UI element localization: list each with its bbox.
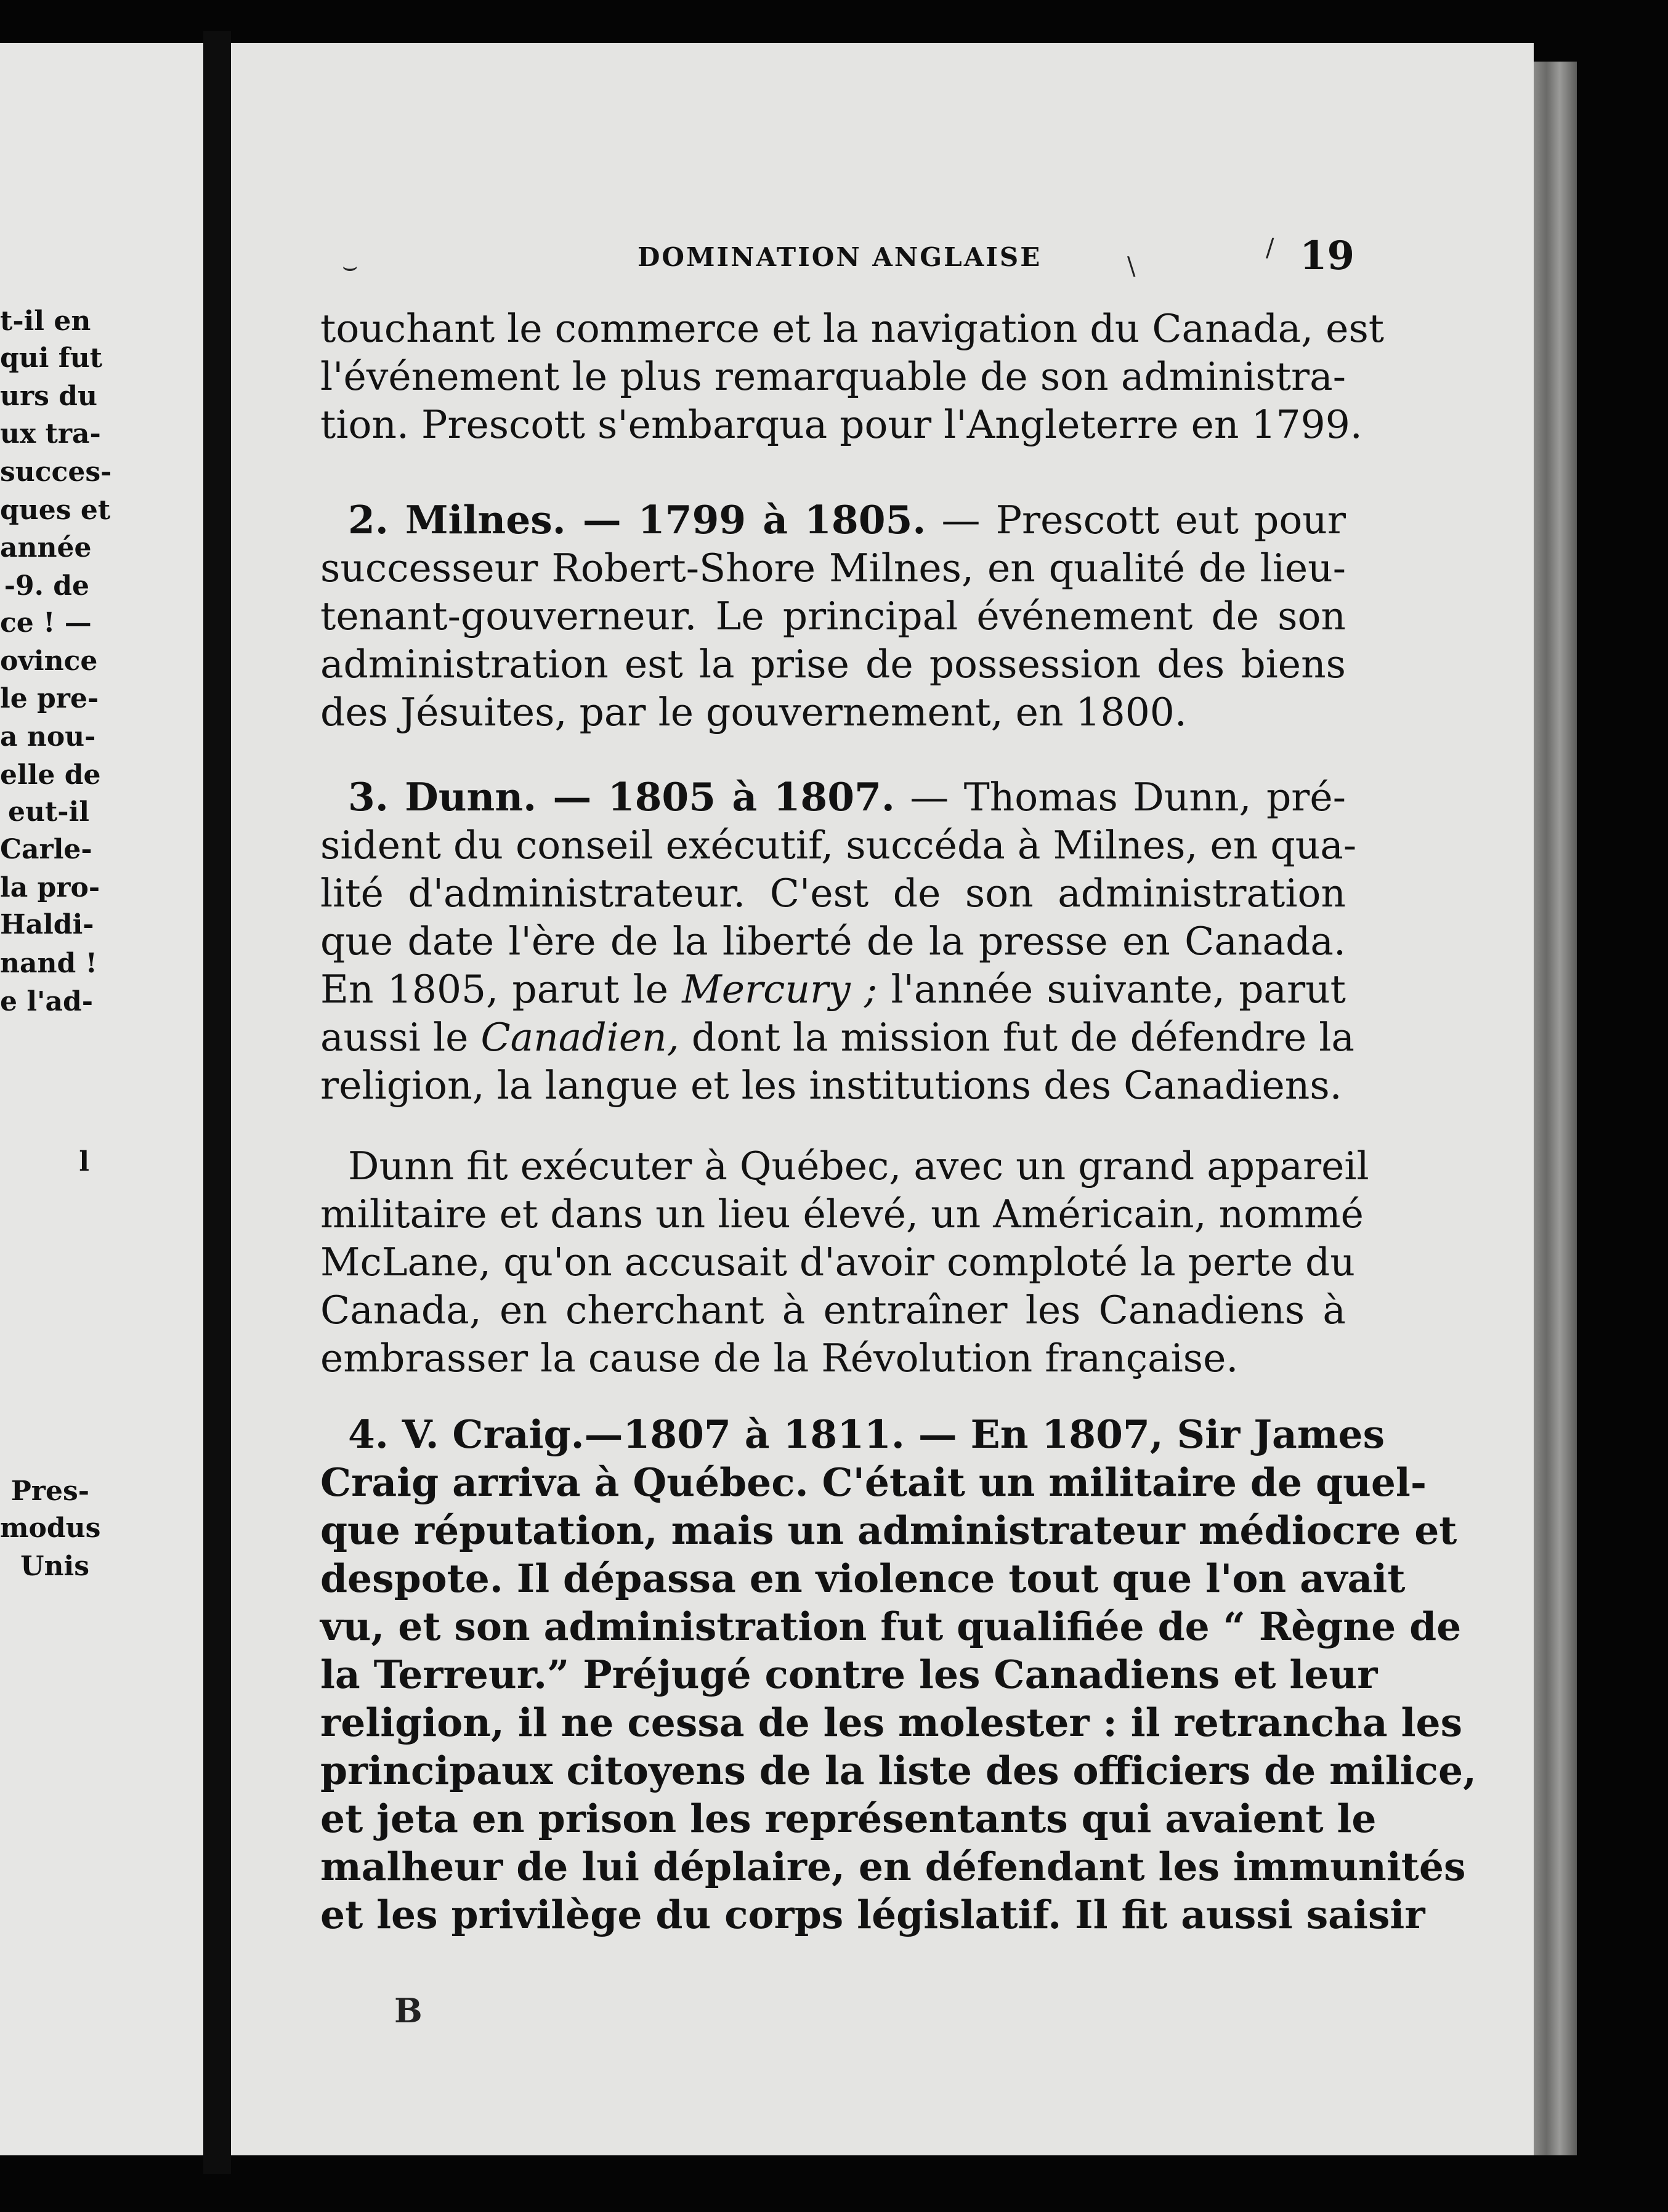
- text-line: lité d'administrateur. C'est de son administration: [320, 871, 1346, 916]
- text-line: tion. Prescott s'embarqua pour l'Angleterre en 1799.: [320, 402, 1362, 447]
- text-line: 2. Milnes. — 1799 à 1805. — Prescott eut pour: [348, 497, 1346, 543]
- text-line: et jeta en prison les représentants qui avaient le: [320, 1796, 1377, 1841]
- text-line: sident du conseil exécutif, succéda à Milnes, en qua-: [320, 823, 1357, 868]
- left-page-fragment: a nou-: [0, 721, 96, 753]
- left-page-fragment: le pre-: [0, 683, 99, 714]
- section-craig: [320, 1410, 1477, 1939]
- text-line: principaux citoyens de la liste des officiers de milice,: [320, 1748, 1477, 1793]
- left-page-fragment: Unis: [20, 1551, 89, 1582]
- left-page-fragment: eut-il: [8, 796, 89, 828]
- text-line: Canada, en cherchant à entraîner les Canadiens à: [320, 1288, 1346, 1333]
- page-edge: [1534, 62, 1577, 2155]
- text-line: et les privilège du corps législatif. Il fit aussi saisir: [320, 1892, 1425, 1937]
- ink-mark: ⌣: [342, 252, 358, 281]
- left-page-fragment: Haldi-: [0, 909, 94, 940]
- left-page-fragment: ques et: [0, 494, 111, 526]
- left-page-fragment: modus: [0, 1512, 101, 1544]
- left-page-fragment: année: [0, 532, 92, 563]
- left-page-fragment: ce ! —: [0, 607, 92, 639]
- text-line: des Jésuites, par le gouvernement, en 1800.: [320, 690, 1187, 735]
- left-page-fragment: qui fut: [0, 342, 103, 374]
- text-line: 3. Dunn. — 1805 à 1807. — Thomas Dunn, pré-: [348, 774, 1346, 820]
- text-line: que date l'ère de la liberté de la presse en Canada.: [320, 919, 1346, 964]
- left-page-fragment: ovince: [0, 645, 98, 677]
- running-title: DOMINATION ANGLAISE: [638, 242, 1042, 272]
- text-line: McLane, qu'on accusait d'avoir comploté la perte du: [320, 1240, 1355, 1285]
- newspaper-title: Mercury ;: [682, 967, 878, 1012]
- text-line: successeur Robert-Shore Milnes, en qualité de lieu-: [320, 546, 1346, 591]
- ink-mark: \: [1127, 252, 1136, 281]
- text-line: Dunn fit exécuter à Québec, avec un grand appareil: [348, 1144, 1369, 1189]
- intro-paragraph: [320, 305, 1385, 449]
- text-line: 4. V. Craig.—1807 à 1811. — En 1807, Sir James: [348, 1411, 1385, 1457]
- section-dunn: [320, 773, 1357, 1110]
- text-line: que réputation, mais un administrateur médiocre et: [320, 1508, 1457, 1553]
- left-page-fragment: Carle-: [0, 834, 92, 865]
- section-heading: 3. Dunn. — 1805 à 1807.: [348, 774, 895, 820]
- text-line: militaire et dans un lieu élevé, un Américain, nommé: [320, 1192, 1364, 1237]
- section-heading: 2. Milnes. — 1799 à 1805.: [348, 497, 926, 543]
- text-line: touchant le commerce et la navigation du Canada, est: [320, 306, 1385, 351]
- newspaper-title: Canadien,: [480, 1015, 679, 1060]
- ink-mark: /: [1266, 234, 1274, 262]
- left-page-fragment: nand !: [0, 948, 97, 979]
- dunn-mclane-paragraph: [320, 1142, 1369, 1383]
- text-line: En 1805, parut le Mercury ; l'année suivante, parut: [320, 967, 1346, 1012]
- left-page-fragment: urs du: [0, 381, 98, 412]
- left-page-fragment: -9. de: [4, 570, 89, 602]
- left-page-fragment: t-il en: [0, 305, 91, 337]
- page-number: 19: [1300, 233, 1355, 279]
- signature-mark: B: [394, 1991, 423, 2030]
- section-heading: 4. V. Craig.—1807 à 1811.: [348, 1411, 905, 1457]
- left-page-fragment: succes-: [0, 456, 112, 488]
- left-page-fragment: l: [79, 1146, 89, 1177]
- left-page-fragment: elle de: [0, 759, 101, 791]
- text-line: vu, et son administration fut qualifiée de “ Règne de: [320, 1604, 1462, 1649]
- text-line: embrasser la cause de la Révolution française.: [320, 1336, 1239, 1381]
- text-line: aussi le Canadien, dont la mission fut de défendre la: [320, 1015, 1354, 1060]
- text-line: religion, la langue et les institutions des Canadiens.: [320, 1063, 1342, 1108]
- text-line: despote. Il dépassa en violence tout que l'on avait: [320, 1556, 1406, 1601]
- text-line: Craig arriva à Québec. C'était un militaire de quel-: [320, 1459, 1427, 1505]
- book-gutter: [203, 31, 231, 2174]
- text-line: malheur de lui déplaire, en défendant les immunités: [320, 1844, 1466, 1889]
- left-page-fragment: e l'ad-: [0, 986, 94, 1017]
- left-page-fragment: Pres-: [10, 1475, 89, 1507]
- text-line: tenant-gouverneur. Le principal événement de son: [320, 594, 1346, 639]
- left-page-fragment: ux tra-: [0, 418, 101, 450]
- section-milnes: [320, 496, 1346, 737]
- text-line: l'événement le plus remarquable de son administra-: [320, 354, 1346, 399]
- text-line: la Terreur.” Préjugé contre les Canadiens et leur: [320, 1652, 1378, 1697]
- text-line: administration est la prise de possession des biens: [320, 642, 1346, 687]
- text-line: religion, il ne cessa de les molester : il retrancha les: [320, 1700, 1463, 1745]
- left-page-fragment: la pro-: [0, 872, 100, 903]
